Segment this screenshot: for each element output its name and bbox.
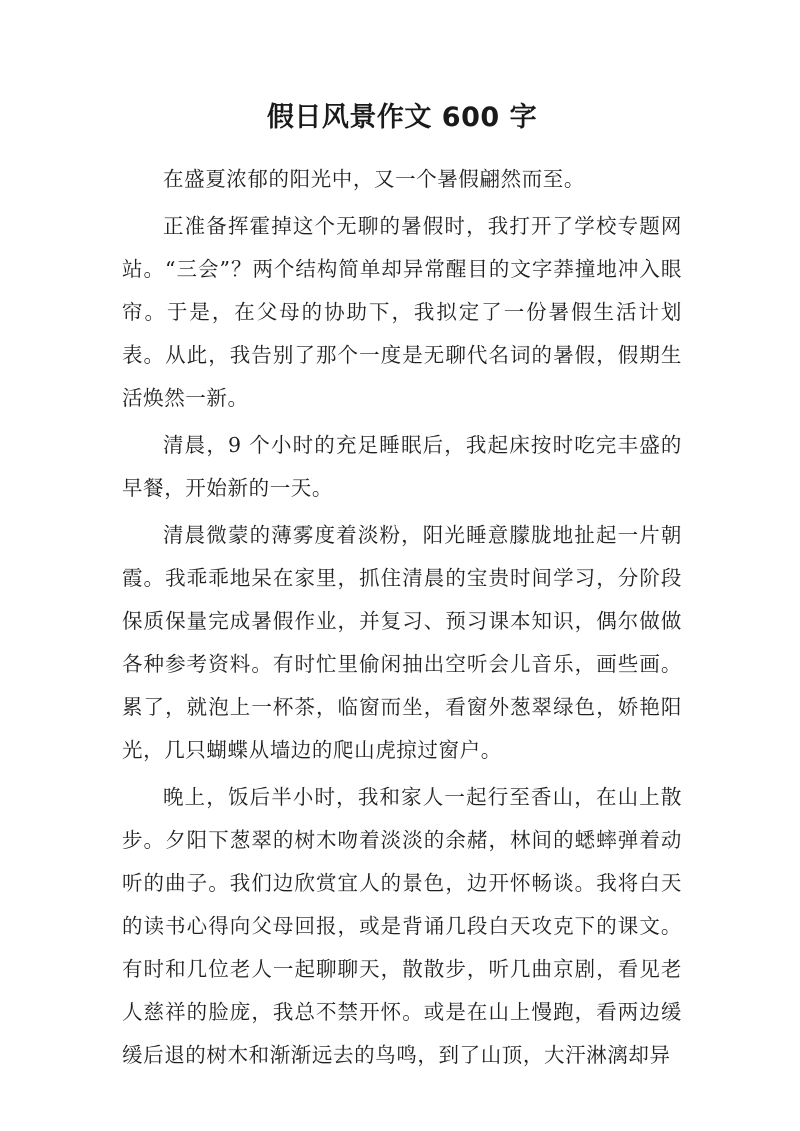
paragraph-2: 正准备挥霍掉这个无聊的暑假时，我打开了学校专题网站。“三会”？两个结构简单却异常醒目的文字莽撞地冲入眼帘。于是，在父母的协助下，我拟定了一份暑假生活计划表。从此，我告别了那个一度是无聊代名词的暑假，假期生活焕然一新。: [122, 214, 682, 410]
paragraph-1: 在盛夏浓郁的阳光中，又一个暑假翩然而至。: [163, 167, 585, 191]
paragraph-4: 清晨微蒙的薄雾度着淡粉，阳光睡意朦胧地扯起一片朝霞。我乖乖地呆在家里，抓住清晨的宝贵时间学习，分阶段保质保量完成暑假作业，并复习、预习课本知识，偶尔做做各种参考资料。有时忙里偷闲抽出空听会儿音乐，画些画。累了，就泡上一杯茶，临窗而坐，看窗外葱翠绿色，娇艳阳光，几只蝴蝶从墙边的爬山虎掠过窗户。: [122, 523, 682, 762]
essay-body: [122, 158, 682, 1077]
page-title: 假日风景作文 600 字: [266, 102, 538, 133]
paragraph-3: 清晨，9 个小时的充足睡眠后，我起床按时吃完丰盛的早餐，开始新的一天。: [122, 433, 682, 500]
paragraph-5: 晚上，饭后半小时，我和家人一起行至香山，在山上散步。夕阳下葱翠的树木吻着淡淡的余赭，林间的蟋蟀弹着动听的曲子。我们边欣赏宜人的景色，边开怀畅谈。我将白天的读书心得向父母回报，或是背诵几段白天攻克下的课文。有时和几位老人一起聊聊天，散散步，听几曲京剧，看见老人慈祥的脸庞，我总不禁开怀。或是在山上慢跑，看两边缓缓后退的树木和渐渐远去的鸟鸣，到了山顶，大汗淋漓却异: [122, 785, 682, 1067]
